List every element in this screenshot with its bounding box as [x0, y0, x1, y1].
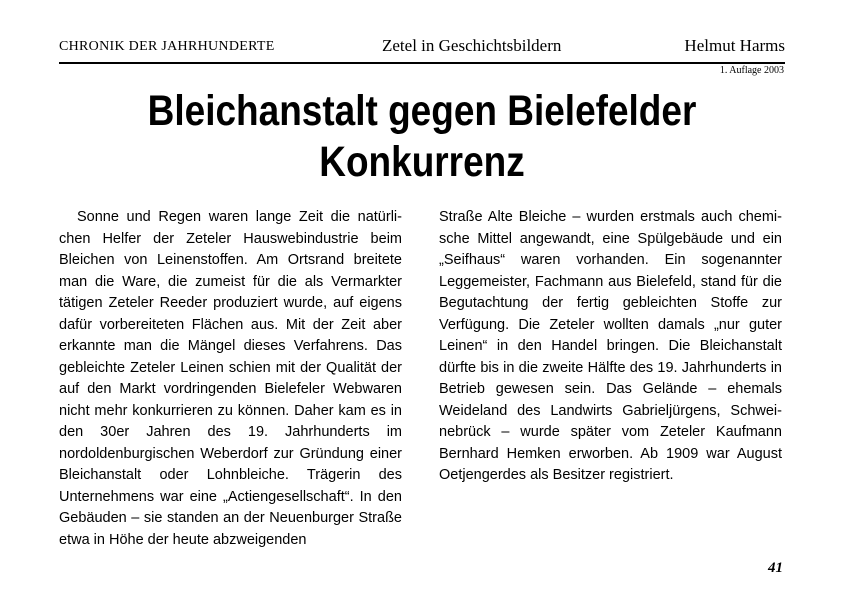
page-number: 41 [768, 560, 783, 576]
author-name: Helmut Harms [684, 36, 785, 55]
article-title-line-2: Konkurrenz [319, 138, 525, 186]
text-column-right [439, 207, 782, 487]
text-column-left [59, 207, 402, 551]
paragraph-left: Sonne und Regen waren lange Zeit die natürlichen Helfer der Zeteler Hauswebindustrie beim Bleichen von Leinenstoffen. Am Ortsrand breitete man die Ware, die zumeist für die als Vermarkter tätigen Zeteler Reeder produziert wurde, auf eigens dafür vorbereiteten Flächen aus. Mit der Zeit aber erkannte man die Mängel dieses Verfahrens. Das gebleichte Zeteler Leinen schien mit der Qualität der auf den Markt vordringenden Bielefeler Webwaren nicht mehr konkurrieren zu können. Daher kam es in den 30er Jahren des 19. Jahrhunderts im nordoldenburgischen Weberdorf zur Gründung einer Bleichanstalt oder Lohnbleiche. Trägerin des Unternehmens war eine „Actiengesellschaft“. In den Gebäuden – sie standen an der Neuenburger Straße etwa in Höhe der heute abzweigenden [59, 209, 402, 548]
header-rule [59, 62, 785, 64]
book-title: Zetel in Geschichtsbildern [382, 36, 562, 55]
paragraph-right: Straße Alte Bleiche – wurden erstmals auch chemische Mittel angewandt, eine Spülgebäude und ein „Seifhaus“ waren vorhanden. Ein sogenannter Leggemeister, Fachmann aus Bielefeld, stand für die Begutachtung der fertig gebleichten Stoffe zur Verfügung. Die Zeteler wollten damals „nur guter Leinen“ in den Handel bringen. Die Bleichanstalt dürfte bis in die zweite Hälfte des 19. Jahrhunderts in Betrieb gewesen sein. Das Gelände – ehemals Weideland des Landwirts Gabrieljürgens, Schweinebrück – wurde später vom Zeteler Kaufmann Bernhard Hemken erworben. Ab 1909 war August Oetjengerdes als Besitzer registriert. [439, 209, 782, 483]
edition-note: 1. Auflage 2003 [719, 65, 784, 76]
series-title: CHRONIK DER JAHRHUNDERTE [59, 39, 275, 54]
article-title-line-1: Bleichanstalt gegen Bielefelder [147, 87, 697, 135]
article-title [110, 86, 734, 188]
running-header [59, 36, 785, 58]
